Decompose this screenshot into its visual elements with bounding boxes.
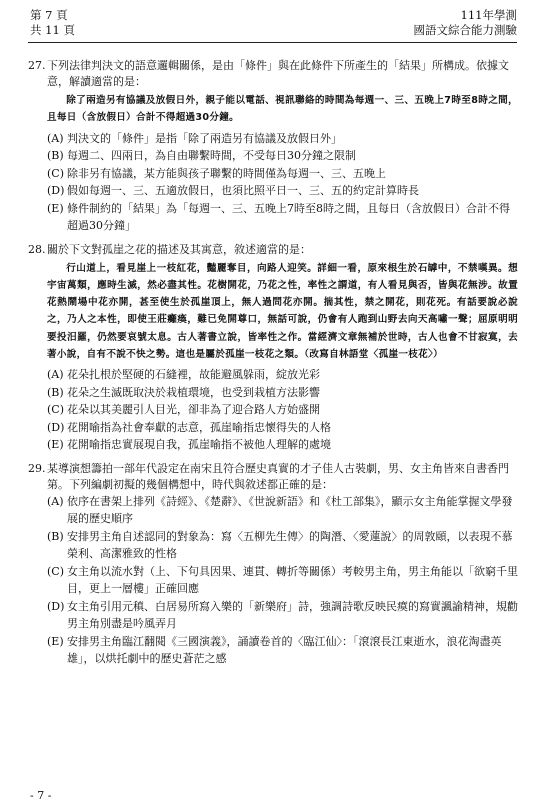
option-e[interactable] <box>47 633 518 668</box>
option-b[interactable] <box>47 384 518 402</box>
option-b[interactable] <box>47 147 518 165</box>
option-text: 花朵以其美麗引人目光，卻非為了迎合路人方始盛開 <box>67 403 320 417</box>
option-a[interactable] <box>47 366 518 384</box>
question-text: 某導演想籌拍一部年代設定在南宋且符合歷史真實的才子佳人古裝劇，男、女主角皆來自書香門第。下列編劇初擬的幾個構想中，時代與敘述都正確的是： <box>47 461 509 491</box>
option-mark: (E) <box>47 201 64 215</box>
question-29 <box>28 461 518 668</box>
option-text: 花朵扎根於堅硬的石縫裡，故能避風躲雨，綻放光彩 <box>67 368 320 382</box>
option-text: 女主角引用元稹、白居易所寫入樂的「新樂府」詩，強調詩歌反映民瘼的寫實諷諭精神，規勸男主角別盡是吟風弄月 <box>67 599 518 631</box>
option-c[interactable] <box>47 401 518 419</box>
option-text: 花開喻指為社會奉獻的志意，孤崖喻指忠懷得失的人格 <box>67 420 331 434</box>
option-text: 依序在書架上排列《詩經》、《楚辭》、《世說新語》和《杜工部集》，顯示女主角能掌握文學發展的歷史順序 <box>67 494 513 526</box>
page-label: 第 7 頁 <box>30 8 68 22</box>
option-text: 每週二、四兩日，為自由聯繫時間，不受每日30分鐘之限制 <box>67 149 356 163</box>
option-text: 女主角以流水對（上、下句具因果、連貫、轉折等關係）考較男主角，男主角能以「欲窮千里目，更上一層樓」正確回應 <box>67 564 518 596</box>
header-divider <box>28 42 517 43</box>
option-d[interactable] <box>47 182 518 200</box>
option-c[interactable] <box>47 563 518 598</box>
option-mark: (B) <box>47 529 64 543</box>
option-mark: (C) <box>47 166 64 180</box>
option-d[interactable] <box>47 598 518 633</box>
exam-name: 國語文綜合能力測驗 <box>413 23 517 37</box>
question-stem <box>28 461 518 493</box>
option-a[interactable] <box>47 493 518 528</box>
option-e[interactable] <box>47 436 518 454</box>
option-mark: (E) <box>47 634 64 648</box>
option-mark: (D) <box>47 599 65 613</box>
option-e[interactable] <box>47 200 518 235</box>
question-number: 28. <box>28 242 46 256</box>
option-mark: (C) <box>47 564 64 578</box>
option-mark: (D) <box>47 184 65 198</box>
option-text: 花朵之生滅既取決於栽植環境，也受到栽植方法影響 <box>67 385 320 399</box>
option-mark: (B) <box>47 385 64 399</box>
option-d[interactable] <box>47 419 518 437</box>
option-text: 判決文的「條件」是指「除了兩造另有協議及放假日外」 <box>67 131 342 145</box>
option-text: 條件制約的「結果」為「每週一、三、五晚上7時至8時之間，且每日（含放假日）合計不得超過30分鐘」 <box>67 201 510 233</box>
option-text: 安排男主角自述認同的對象為：寫〈五柳先生傳〉的陶潛、〈愛蓮說〉的周敦頤，以表現不慕榮利、高潔雅致的性格 <box>67 529 513 561</box>
question-number: 29. <box>28 461 46 475</box>
quoted-passage: 行山道上，看見崖上一枝紅花，豔麗奪目，向路人迎笑。詳細一看，原來根生於石罅中，不禁嘆異。想宇宙萬類，應時生滅，然必盡其性。花樹開花，乃花之性，率性之謂道，有人看見與否，皆與花無涉。故置花熱鬧場中花亦開，甚至使生於孤崖頂上，無人過問花亦開。揣其性，禁之開花，則花死。有話要說必說之，乃人之本性，即使王莊癱瘓，難已免開尊口，無話可說，仍會有人跑到山野去向天高嘯一聲；屈原明明要投汨羅，仍然要哀號太息。古人著書立說，皆率性之作。當經濟文章無補於世時，古人也會不甘寂寞，去著小說，自有不說不快之勢。這也是屬於孤崖一枝花之類。（改寫自林語堂〈孤崖一枝花〉） <box>47 262 518 361</box>
option-mark: (A) <box>47 368 64 382</box>
question-stem <box>28 58 518 90</box>
option-c[interactable] <box>47 165 518 183</box>
question-list <box>28 58 518 675</box>
option-mark: (C) <box>47 403 64 417</box>
option-mark: (E) <box>47 438 64 452</box>
page-number: - 7 - <box>30 789 52 802</box>
option-text: 除非另有協議，某方能與孩子聯繫的時間僅為每週一、三、五晚上 <box>67 166 386 180</box>
question-stem <box>28 242 518 258</box>
question-27 <box>28 58 518 235</box>
option-mark: (D) <box>47 420 65 434</box>
question-text: 關於下文對孤崖之花的描述及其寓意，敘述適當的是： <box>47 242 311 256</box>
option-mark: (A) <box>47 494 64 508</box>
total-pages-label: 共 11 頁 <box>30 23 75 37</box>
question-number: 27. <box>28 59 46 72</box>
question-text: 下列法律判決文的語意邏輯關係，是由「條件」與在此條件下所產生的「結果」所構成。依據文意，解讀適當的是： <box>47 59 509 88</box>
page-header-right <box>414 8 518 38</box>
quoted-passage: 除了兩造另有協議及放假日外，親子能以電話、視訊聯絡的時間為每週一、三、五晚上7時至8時之間，且每日（含放假日）合計不得超過30分鐘。 <box>47 95 518 124</box>
option-b[interactable] <box>47 528 518 563</box>
exam-year: 111年學測 <box>460 8 517 22</box>
option-a[interactable] <box>47 130 518 148</box>
question-28 <box>28 242 518 454</box>
option-mark: (B) <box>47 149 64 163</box>
page-header-left <box>30 8 75 38</box>
option-mark: (A) <box>47 131 64 145</box>
option-text: 安排男主角臨江翻閱《三國演義》，誦讀卷首的〈臨江仙〉：「滾滾長江東逝水，浪花淘盡英雄」，以烘托劇中的歷史蒼茫之感 <box>67 634 502 666</box>
option-text: 假如每週一、三、五適放假日，也須比照平日一、三、五的約定計算時長 <box>67 184 419 198</box>
option-text: 花開喻指忠實展現自我，孤崖喻指不被他人理解的處境 <box>67 438 331 452</box>
